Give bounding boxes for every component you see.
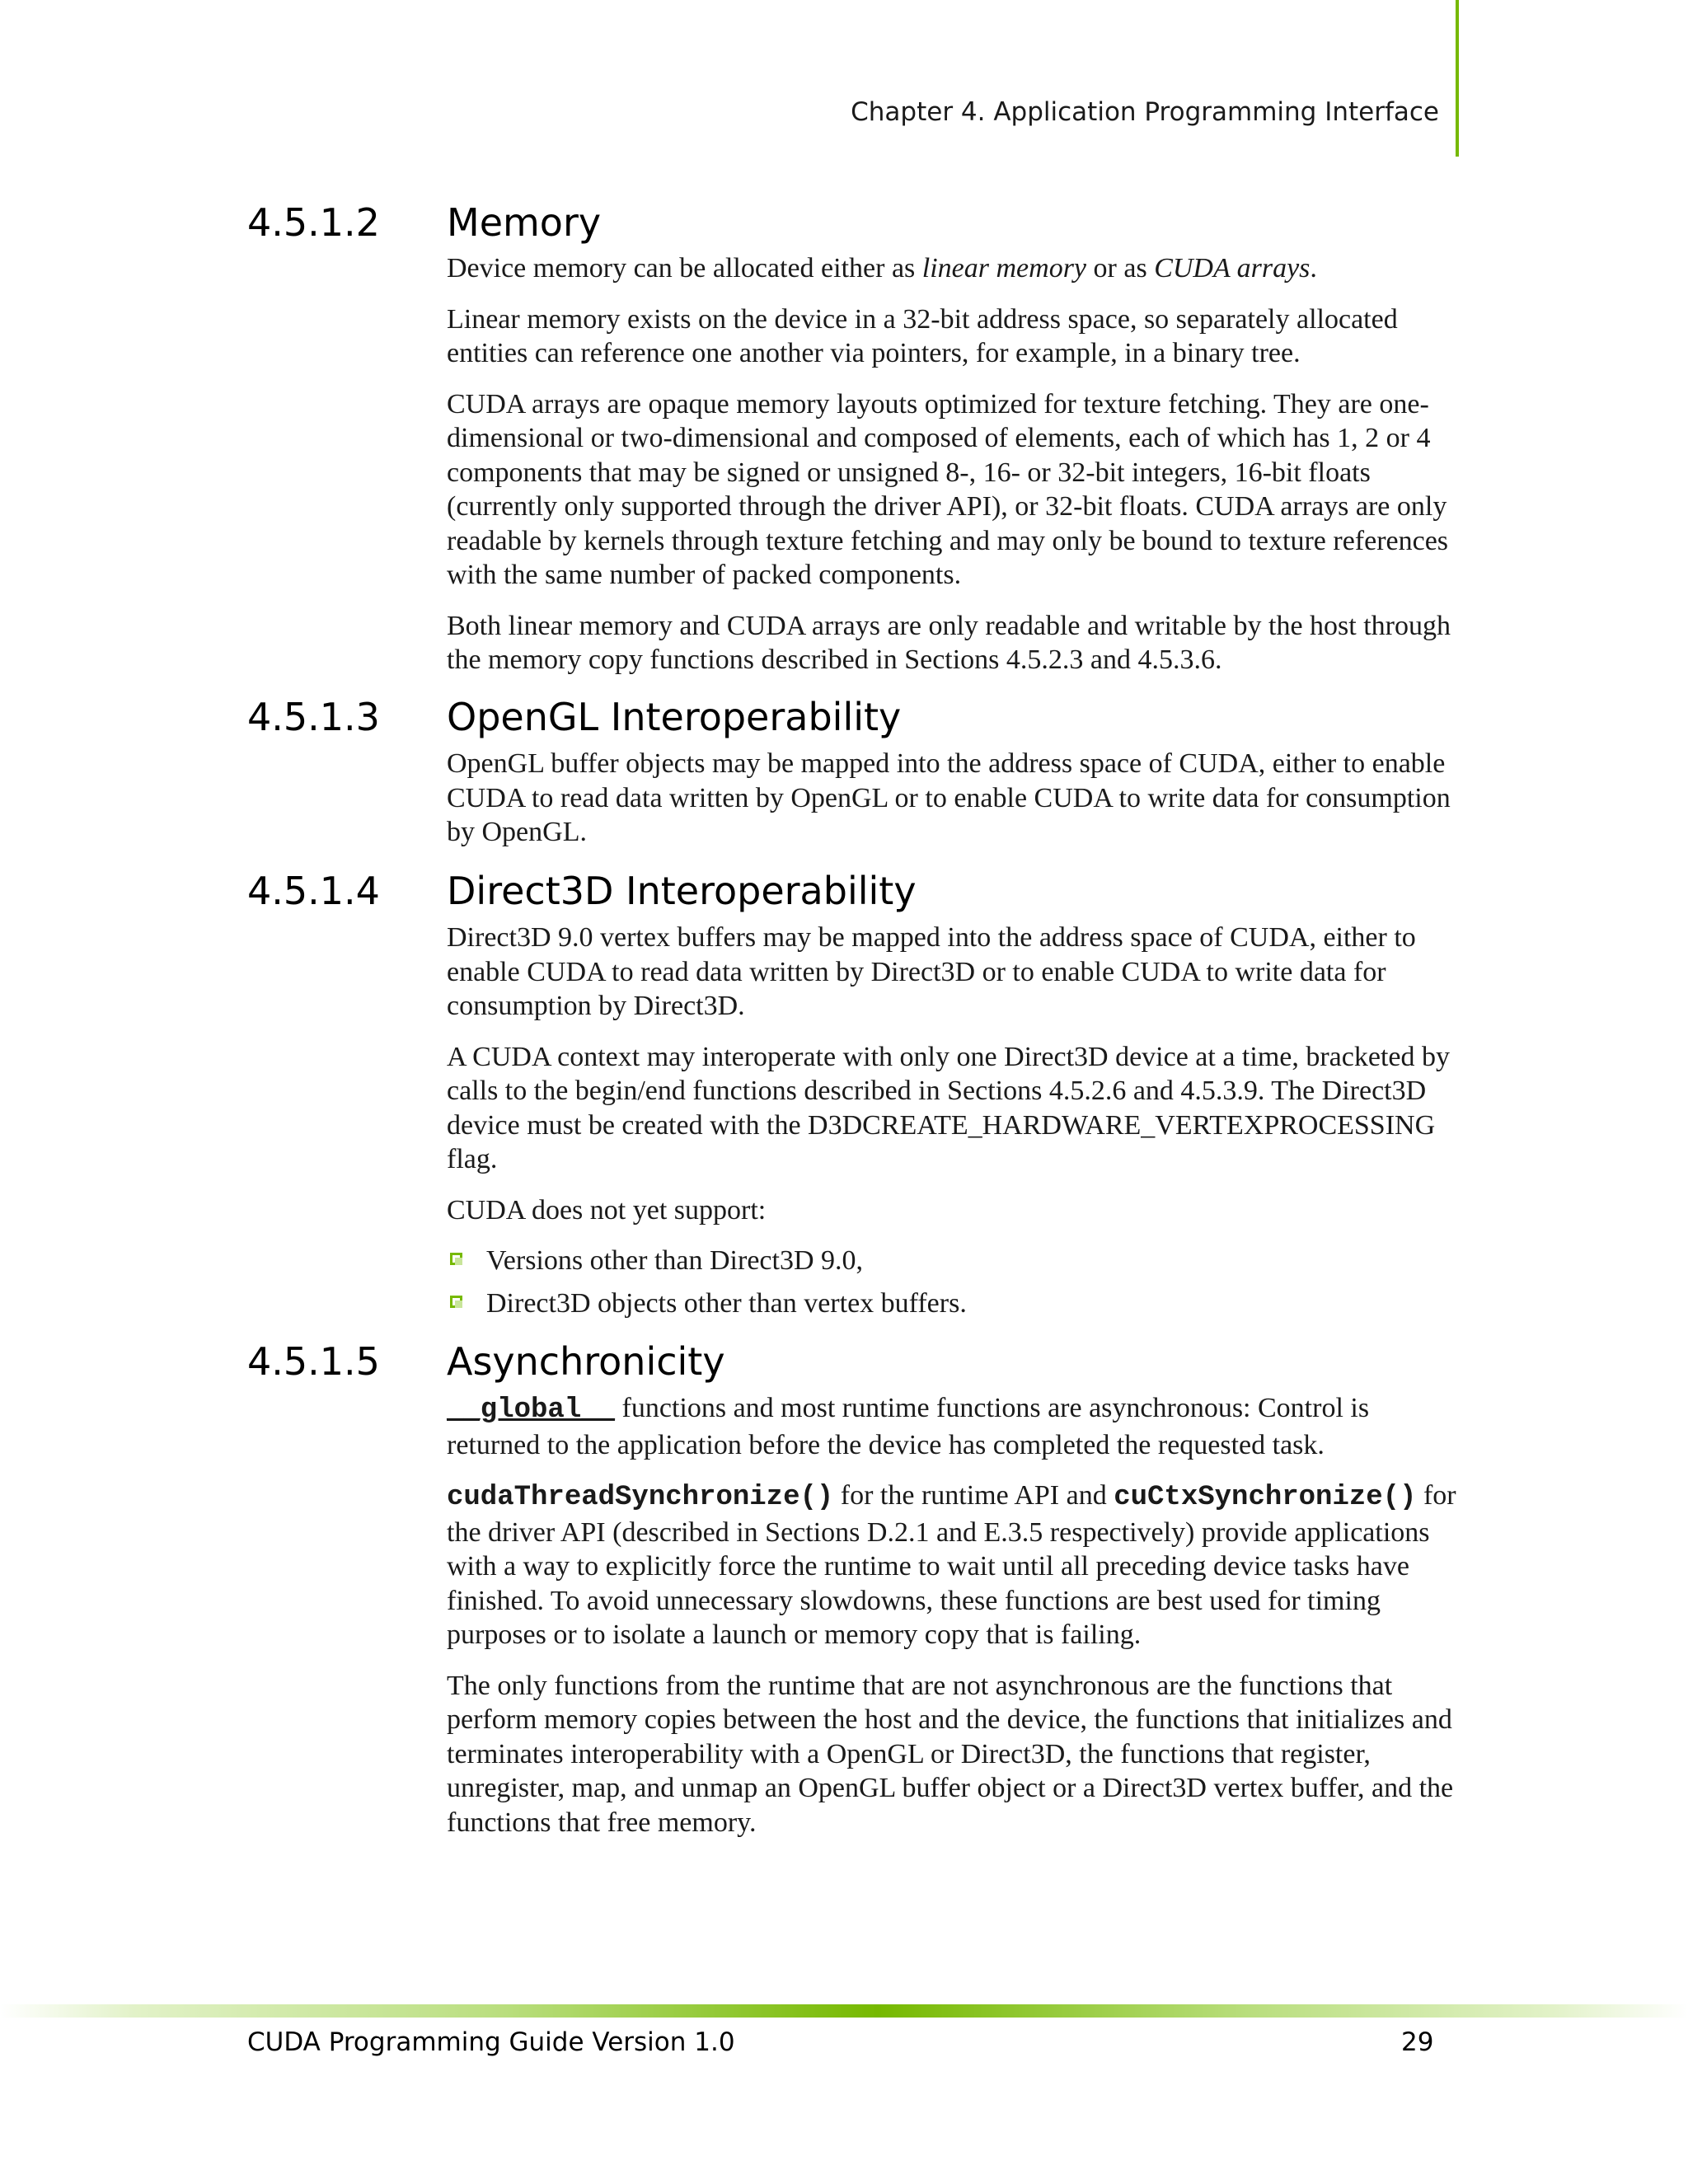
section-title: Direct3D Interoperability [447,869,917,913]
paragraph: cudaThreadSynchronize() for the runtime API and cuCtxSynchronize() for the driver API (described in Sections D.2.1 and E.3.5 respectively) provide applications with a way to explicitly force the runtime to wait until all preceding device tasks have finished. To avoid unnecessary slowdowns, these functions are best used for timing purposes or to isolate a launch or memory copy that is failing. [447,1480,1456,1650]
code-cudathreadsynchronize: cudaThreadSynchronize() [447,1482,834,1513]
section-opengl-body [447,747,1461,866]
section-number: 4.5.1.4 [247,869,380,913]
paragraph: The only functions from the runtime that are not asynchronous are the functions that perform memory copies between the host and the device, the functions that initializes and terminates interoperability with a OpenGL or Direct3D, the functions that register, unregister, map, and unmap an OpenGL buffer object or a Direct3D vertex buffer, and the functions that free memory. [447,1670,1454,1838]
code-cuctxsynchronize: cuCtxSynchronize() [1114,1482,1417,1513]
footer-gradient-rule [0,2004,1688,2018]
paragraph: A CUDA context may interoperate with only one Direct3D device at a time, bracketed by calls to the begin/end functions described in Sections 4.5.2.6 and 4.5.3.9. The Direct3D device must be created with the D3DCREATE_HARDWARE_VERTEXPROCESSING flag. [447,1041,1450,1174]
term-linear-memory: linear memory [921,253,1087,284]
paragraph: CUDA arrays are opaque memory layouts optimized for texture fetching. They are one-dimensional or two-dimensional and composed of elements, each of which has 1, 2 or 4 components that may be signed or unsigned 8-, 16- or 32-bit integers, 16-bit floats (currently only supported through the driver API), or 32-bit floats. CUDA arrays are only readable by kernels through texture fetching and may only be bound to texture references with the same number of packed components. [447,388,1449,590]
bullet-list [447,1244,1461,1320]
bullet-box-icon [450,1253,462,1265]
term-cuda-arrays: CUDA arrays [1154,253,1311,284]
section-number: 4.5.1.3 [247,695,380,739]
bullet-box-icon [450,1296,462,1308]
paragraph: Device memory can be allocated either as linear memory or as CUDA arrays. [447,253,1317,284]
section-memory-body [447,251,1461,694]
section-asynchronicity-body [447,1391,1461,1856]
page-number: 29 [1401,2027,1434,2057]
header-accent-rule [1456,0,1459,157]
running-header: Chapter 4. Application Programming Interface [851,97,1439,127]
list-item: Direct3D objects other than vertex buffers. [447,1286,1461,1321]
code-global: __global__ [447,1394,616,1426]
paragraph: __global__ functions and most runtime functions are asynchronous: Control is returned to the application before the device has completed the requested task. [447,1393,1370,1460]
footer-document-title: CUDA Programming Guide Version 1.0 [247,2027,735,2057]
section-title: OpenGL Interoperability [447,695,902,739]
paragraph: Direct3D 9.0 vertex buffers may be mapped into the address space of CUDA, either to enable CUDA to read data written by Direct3D or to enable CUDA to write data for consumption by Direct3D. [447,922,1416,1021]
paragraph: Linear memory exists on the device in a 32-bit address space, so separately allocated entities can reference one another via pointers, for example, in a binary tree. [447,303,1398,368]
list-item: Versions other than Direct3D 9.0, [447,1244,1461,1278]
section-number: 4.5.1.5 [247,1339,380,1384]
paragraph: Both linear memory and CUDA arrays are only readable and writable by the host through the memory copy functions described in Sections 4.5.2.3 and 4.5.3.6. [447,610,1451,675]
section-number: 4.5.1.2 [247,200,380,245]
paragraph: CUDA does not yet support: [447,1194,767,1226]
paragraph: OpenGL buffer objects may be mapped into the address space of CUDA, either to enable CUDA to read data written by OpenGL or to enable CUDA to write data for consumption by OpenGL. [447,748,1451,847]
section-title: Asynchronicity [447,1339,725,1384]
section-title: Memory [447,200,602,245]
section-direct3d-body [447,921,1461,1329]
